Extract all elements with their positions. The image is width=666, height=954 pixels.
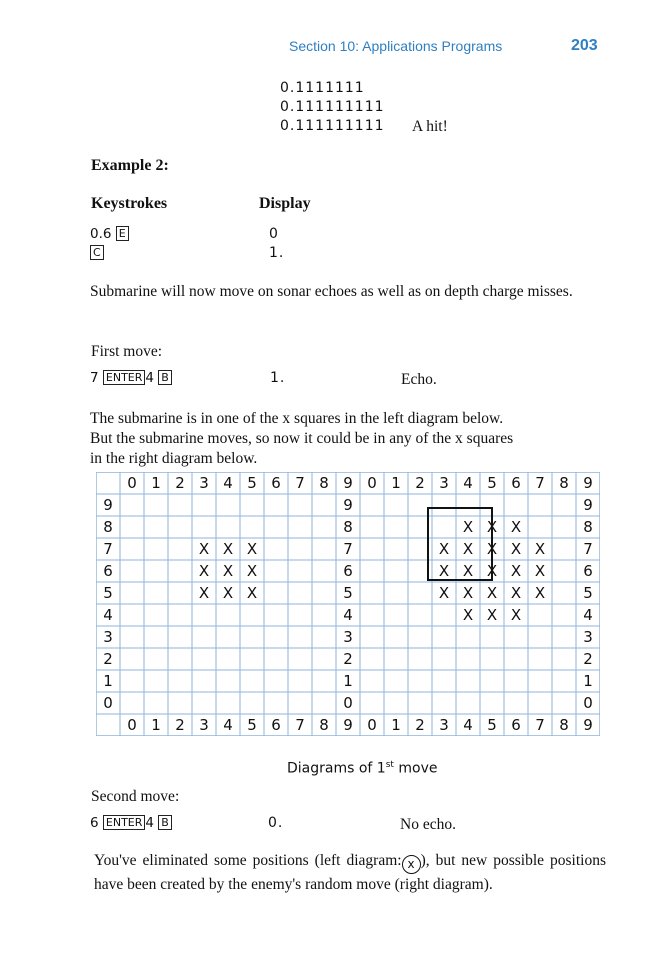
display-line-3: 0.111111111 — [280, 118, 385, 134]
keystroke-value: 0.6 — [90, 226, 112, 242]
row-label: 1 — [343, 672, 353, 690]
row-label: 8 — [103, 518, 113, 536]
key-c: C — [90, 245, 104, 260]
column-label: 5 — [487, 474, 497, 492]
column-label: 8 — [559, 716, 569, 734]
column-label: 9 — [343, 474, 353, 492]
right-x-mark: X — [510, 562, 522, 580]
column-label: 3 — [439, 716, 449, 734]
right-x-mark: X — [438, 584, 450, 602]
key-enter: ENTER — [103, 370, 146, 385]
left-x-mark: X — [222, 540, 234, 558]
column-label: 7 — [535, 474, 545, 492]
diagram-grids — [96, 472, 600, 736]
right-x-mark: X — [462, 606, 474, 624]
column-label: 7 — [295, 474, 305, 492]
row-label: 0 — [103, 694, 113, 712]
column-label: 2 — [175, 474, 185, 492]
column-label: 8 — [559, 474, 569, 492]
row-label: 1 — [583, 672, 593, 690]
left-x-mark: X — [198, 584, 210, 602]
right-x-mark: X — [510, 606, 522, 624]
column-label: 9 — [583, 716, 593, 734]
column-label: 4 — [463, 474, 473, 492]
column-label: 7 — [535, 716, 545, 734]
right-x-mark: X — [534, 562, 546, 580]
right-x-mark: X — [510, 540, 522, 558]
column-label: 9 — [583, 474, 593, 492]
column-label: 1 — [391, 474, 401, 492]
row-label: 3 — [343, 628, 353, 646]
left-x-mark: X — [246, 540, 258, 558]
row-label: 6 — [583, 562, 593, 580]
highlight-box — [428, 508, 492, 580]
row-label: 3 — [583, 628, 593, 646]
row-label: 2 — [343, 650, 353, 668]
display-heading: Display — [259, 195, 311, 212]
keystrokes-heading: Keystrokes — [91, 195, 168, 212]
row-label: 5 — [343, 584, 353, 602]
right-x-mark: X — [534, 584, 546, 602]
right-x-mark: X — [462, 540, 474, 558]
column-label: 6 — [511, 474, 521, 492]
column-label: 0 — [367, 716, 377, 734]
display-line-2: 0.111111111 — [280, 99, 385, 115]
paragraph-eliminated — [94, 850, 606, 895]
page-number: 203 — [571, 37, 598, 54]
row-label: 8 — [583, 518, 593, 536]
row-label: 2 — [103, 650, 113, 668]
paragraph-part-2: ), but new possible positions have been created by the enemy's random move (right diagram). — [94, 852, 606, 893]
column-label: 6 — [511, 716, 521, 734]
first-move-display: 1. — [270, 370, 286, 386]
left-x-mark: X — [222, 562, 234, 580]
column-label: 1 — [151, 474, 161, 492]
left-x-mark: X — [222, 584, 234, 602]
right-x-mark: X — [486, 518, 498, 536]
column-label: 5 — [487, 716, 497, 734]
key-enter: ENTER — [103, 815, 146, 830]
grid-marks — [199, 518, 545, 624]
row-label: 5 — [103, 584, 113, 602]
right-x-mark: X — [438, 540, 450, 558]
column-label: 1 — [391, 716, 401, 734]
column-label: 5 — [247, 716, 257, 734]
left-x-mark: X — [198, 562, 210, 580]
row-label: 9 — [343, 496, 353, 514]
second-move-label: Second move: — [91, 788, 180, 805]
paragraph-line: The submarine is in one of the x squares in the left diagram below. — [90, 410, 504, 427]
keystroke-digit: 7 — [90, 370, 99, 386]
example-keystroke-2 — [90, 245, 104, 261]
column-label: 8 — [319, 474, 329, 492]
column-label: 0 — [367, 474, 377, 492]
paragraph-part-1: You've eliminated some positions (left diagram: — [94, 852, 402, 869]
right-x-mark: X — [486, 584, 498, 602]
second-move-result: No echo. — [400, 816, 456, 833]
row-label: 5 — [583, 584, 593, 602]
column-label: 6 — [271, 716, 281, 734]
left-x-mark: X — [198, 540, 210, 558]
example-display-2: 1. — [269, 245, 285, 261]
first-move-result: Echo. — [401, 371, 437, 388]
key-b: B — [158, 815, 172, 830]
paragraph-sonar: Submarine will now move on sonar echoes as well as on depth charge misses. — [90, 283, 573, 300]
keystroke-digit: 6 — [90, 815, 99, 831]
row-label: 9 — [103, 496, 113, 514]
example-display-1: 0 — [269, 226, 279, 242]
row-label: 8 — [343, 518, 353, 536]
column-label: 8 — [319, 716, 329, 734]
row-label: 4 — [343, 606, 353, 624]
row-label: 9 — [583, 496, 593, 514]
caption-prefix: Diagrams of 1 — [287, 760, 386, 777]
circled-x-icon: x — [402, 855, 421, 874]
column-label: 2 — [175, 716, 185, 734]
keystroke-digit: 4 — [145, 815, 154, 831]
row-label: 6 — [103, 562, 113, 580]
column-label: 2 — [415, 474, 425, 492]
paragraph-line: in the right diagram below. — [90, 450, 258, 467]
paragraph-submarine — [90, 409, 513, 469]
column-label: 9 — [343, 716, 353, 734]
row-label: 1 — [103, 672, 113, 690]
right-x-mark: X — [510, 518, 522, 536]
row-label: 0 — [583, 694, 593, 712]
hit-label: A hit! — [412, 118, 448, 135]
section-title: Section 10: Applications Programs — [289, 38, 503, 54]
column-label: 3 — [199, 474, 209, 492]
row-label: 4 — [583, 606, 593, 624]
right-x-mark: X — [462, 584, 474, 602]
column-label: 0 — [127, 474, 137, 492]
right-x-mark: X — [486, 562, 498, 580]
row-label: 0 — [343, 694, 353, 712]
keystroke-digit: 4 — [145, 370, 154, 386]
key-b: B — [158, 370, 172, 385]
right-x-mark: X — [462, 518, 474, 536]
column-label: 5 — [247, 474, 257, 492]
first-move-label: First move: — [91, 343, 163, 360]
right-x-mark: X — [510, 584, 522, 602]
right-x-mark: X — [462, 562, 474, 580]
left-x-mark: X — [246, 562, 258, 580]
right-x-mark: X — [438, 562, 450, 580]
row-label: 7 — [103, 540, 113, 558]
row-label: 7 — [583, 540, 593, 558]
right-x-mark: X — [486, 606, 498, 624]
display-line-1: 0.1111111 — [280, 80, 365, 96]
row-label: 4 — [103, 606, 113, 624]
column-label: 3 — [439, 474, 449, 492]
second-move-display: 0. — [268, 815, 284, 831]
column-label: 4 — [223, 474, 233, 492]
column-label: 6 — [271, 474, 281, 492]
column-label: 7 — [295, 716, 305, 734]
row-label: 3 — [103, 628, 113, 646]
diagram-caption — [287, 760, 438, 777]
column-label: 2 — [415, 716, 425, 734]
column-label: 4 — [463, 716, 473, 734]
caption-superscript: st — [385, 760, 394, 770]
column-label: 1 — [151, 716, 161, 734]
key-e: E — [116, 226, 129, 241]
paragraph-line: But the submarine moves, so now it could be in any of the x squares — [90, 430, 514, 447]
left-x-mark: X — [246, 584, 258, 602]
column-label: 3 — [199, 716, 209, 734]
row-label: 6 — [343, 562, 353, 580]
second-move-keystrokes — [90, 815, 172, 831]
row-label: 2 — [583, 650, 593, 668]
right-x-mark: X — [534, 540, 546, 558]
right-x-mark: X — [486, 540, 498, 558]
example-keystroke-1 — [90, 226, 129, 242]
first-move-keystrokes — [90, 370, 172, 386]
caption-suffix: move — [393, 760, 438, 777]
example-title: Example 2: — [91, 157, 169, 174]
column-label: 0 — [127, 716, 137, 734]
column-label: 4 — [223, 716, 233, 734]
row-label: 7 — [343, 540, 353, 558]
